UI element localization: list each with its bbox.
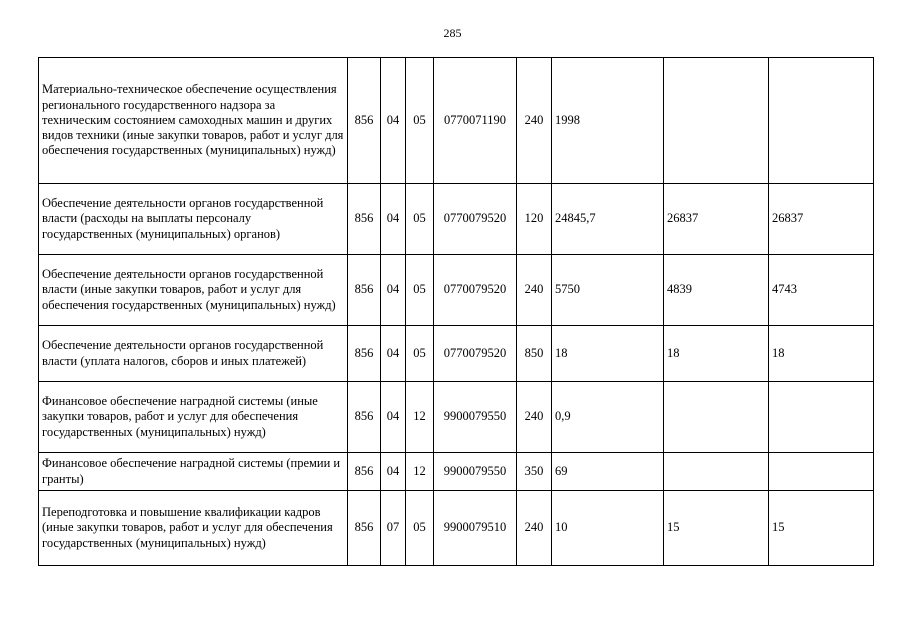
amount-year-1: 1998 bbox=[552, 58, 664, 184]
amount-year-2: 18 bbox=[664, 326, 769, 382]
expense-type-code: 240 bbox=[517, 255, 552, 326]
section-code: 07 bbox=[381, 491, 406, 566]
budget-item-name: Финансовое обеспечение наградной системы (премии и гранты) bbox=[39, 453, 348, 491]
expense-type-code: 120 bbox=[517, 184, 552, 255]
amount-year-2 bbox=[664, 58, 769, 184]
amount-year-3 bbox=[769, 453, 874, 491]
amount-year-2: 4839 bbox=[664, 255, 769, 326]
amount-year-3: 26837 bbox=[769, 184, 874, 255]
subsection-code: 12 bbox=[406, 453, 434, 491]
section-code: 04 bbox=[381, 255, 406, 326]
target-article-code: 0770079520 bbox=[434, 326, 517, 382]
table-row bbox=[39, 255, 874, 326]
ministry-code: 856 bbox=[348, 326, 381, 382]
subsection-code: 05 bbox=[406, 255, 434, 326]
budget-item-name: Обеспечение деятельности органов государственной власти (расходы на выплаты персоналу государственных (муниципальных) органов) bbox=[39, 184, 348, 255]
amount-year-1: 0,9 bbox=[552, 382, 664, 453]
target-article-code: 0770079520 bbox=[434, 255, 517, 326]
expense-type-code: 240 bbox=[517, 491, 552, 566]
section-code: 04 bbox=[381, 453, 406, 491]
section-code: 04 bbox=[381, 382, 406, 453]
table-body bbox=[39, 58, 874, 566]
ministry-code: 856 bbox=[348, 255, 381, 326]
ministry-code: 856 bbox=[348, 491, 381, 566]
subsection-code: 05 bbox=[406, 491, 434, 566]
amount-year-3: 15 bbox=[769, 491, 874, 566]
section-code: 04 bbox=[381, 184, 406, 255]
expense-type-code: 240 bbox=[517, 58, 552, 184]
target-article-code: 9900079550 bbox=[434, 453, 517, 491]
expense-type-code: 350 bbox=[517, 453, 552, 491]
amount-year-3 bbox=[769, 58, 874, 184]
expense-type-code: 240 bbox=[517, 382, 552, 453]
budget-item-name: Материально-техническое обеспечение осуществления регионального государственного надзора за техническим состоянием самоходных машин и других видов техники (иные закупки товаров, работ и услуг для обеспечения государственных (муниципальных) нужд) bbox=[39, 58, 348, 184]
amount-year-3: 4743 bbox=[769, 255, 874, 326]
amount-year-1: 18 bbox=[552, 326, 664, 382]
table-row bbox=[39, 184, 874, 255]
table-row bbox=[39, 491, 874, 566]
subsection-code: 05 bbox=[406, 58, 434, 184]
budget-item-name: Переподготовка и повышение квалификации кадров (иные закупки товаров, работ и услуг для обеспечения государственных (муниципальных) нужд) bbox=[39, 491, 348, 566]
table-row bbox=[39, 382, 874, 453]
page-number: 285 bbox=[443, 26, 462, 40]
amount-year-1: 5750 bbox=[552, 255, 664, 326]
section-code: 04 bbox=[381, 326, 406, 382]
budget-item-name: Обеспечение деятельности органов государственной власти (уплата налогов, сборов и иных платежей) bbox=[39, 326, 348, 382]
amount-year-2: 15 bbox=[664, 491, 769, 566]
expense-type-code: 850 bbox=[517, 326, 552, 382]
ministry-code: 856 bbox=[348, 58, 381, 184]
target-article-code: 9900079510 bbox=[434, 491, 517, 566]
target-article-code: 0770071190 bbox=[434, 58, 517, 184]
table-row bbox=[39, 58, 874, 184]
amount-year-3: 18 bbox=[769, 326, 874, 382]
amount-year-2: 26837 bbox=[664, 184, 769, 255]
amount-year-2 bbox=[664, 453, 769, 491]
section-code: 04 bbox=[381, 58, 406, 184]
amount-year-3 bbox=[769, 382, 874, 453]
table-row bbox=[39, 453, 874, 491]
budget-item-name: Обеспечение деятельности органов государственной власти (иные закупки товаров, работ и услуг для обеспечения государственных (муниципальных) нужд) bbox=[39, 255, 348, 326]
target-article-code: 0770079520 bbox=[434, 184, 517, 255]
target-article-code: 9900079550 bbox=[434, 382, 517, 453]
budget-item-name: Финансовое обеспечение наградной системы (иные закупки товаров, работ и услуг для обеспечения государственных (муниципальных) нужд) bbox=[39, 382, 348, 453]
subsection-code: 05 bbox=[406, 184, 434, 255]
amount-year-2 bbox=[664, 382, 769, 453]
ministry-code: 856 bbox=[348, 184, 381, 255]
amount-year-1: 10 bbox=[552, 491, 664, 566]
subsection-code: 12 bbox=[406, 382, 434, 453]
budget-table bbox=[38, 57, 874, 566]
amount-year-1: 24845,7 bbox=[552, 184, 664, 255]
ministry-code: 856 bbox=[348, 382, 381, 453]
subsection-code: 05 bbox=[406, 326, 434, 382]
amount-year-1: 69 bbox=[552, 453, 664, 491]
ministry-code: 856 bbox=[348, 453, 381, 491]
table-row bbox=[39, 326, 874, 382]
